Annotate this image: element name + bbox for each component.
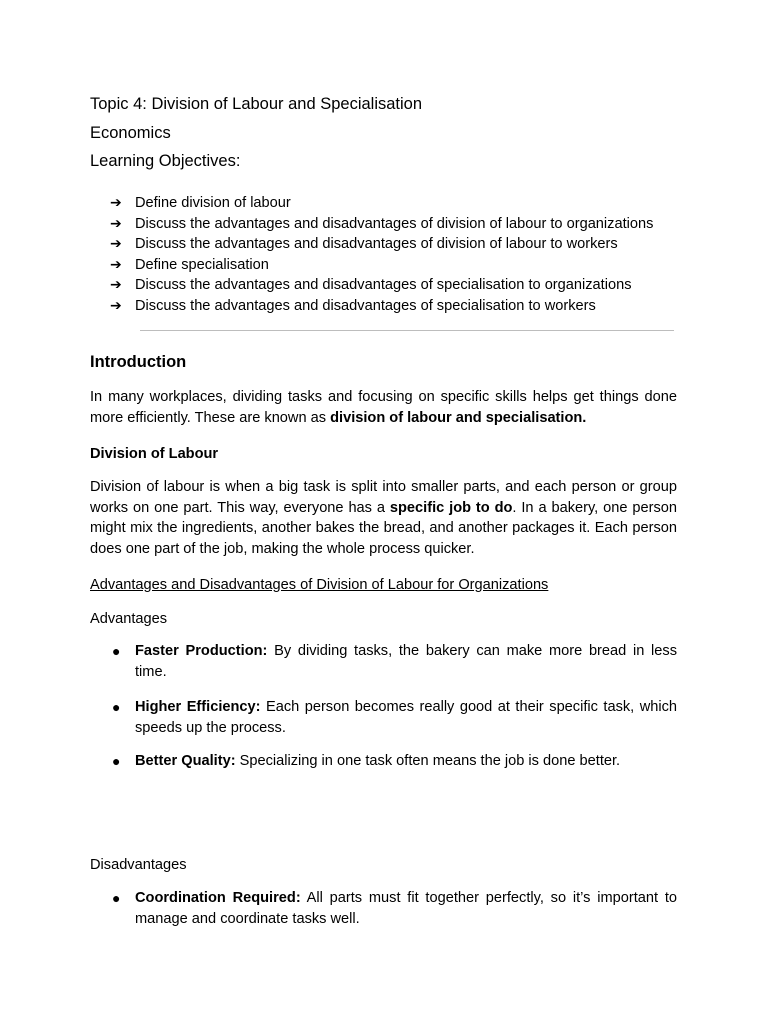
bullet-icon: ● bbox=[112, 753, 121, 769]
objectives-list bbox=[90, 193, 690, 316]
topic-title: Topic 4: Division of Labour and Specialisation bbox=[90, 95, 423, 113]
subject-title: Economics bbox=[90, 124, 171, 142]
list-item: ➔ Define specialisation bbox=[90, 255, 690, 276]
advantages-list bbox=[90, 641, 677, 772]
disadvantages-list bbox=[90, 888, 677, 929]
list-item: ➔ Discuss the advantages and disadvantages of specialisation to workers bbox=[90, 296, 690, 317]
arrow-icon: ➔ bbox=[110, 236, 122, 252]
advantages-heading: Advantages bbox=[90, 611, 168, 627]
division-of-labour-paragraph: Division of labour is when a big task is split into smaller parts, and each person or group works on one part. This way, everyone has a specific job to do. In a bakery, one person might mix the ingredients, another bakes the bread, and another packages it. Each person does one part of the job, making the whole process quicker. bbox=[90, 479, 677, 557]
disadvantages-heading: Disadvantages bbox=[90, 857, 187, 873]
bullet-icon: ● bbox=[112, 643, 121, 659]
list-item: ● Better Quality: Specializing in one task often means the job is done better. bbox=[90, 751, 677, 772]
division-of-labour-heading: Division of Labour bbox=[90, 446, 219, 462]
arrow-icon: ➔ bbox=[110, 277, 122, 293]
list-item: ● Higher Efficiency: Each person becomes really good at their specific task, which speeds up the process. bbox=[112, 699, 678, 736]
bullet-icon: ● bbox=[112, 890, 121, 906]
list-item: ● Faster Production: By dividing tasks, the bakery can make more bread in less time. bbox=[112, 643, 677, 680]
bullet-icon: ● bbox=[112, 699, 121, 715]
introduction-paragraph: In many workplaces, dividing tasks and focusing on specific skills helps get things done more efficiently. These are known as division of labour and specialisation. bbox=[90, 389, 677, 426]
list-item: ➔ Discuss the advantages and disadvantages of specialisation to organizations bbox=[90, 275, 690, 296]
introduction-heading: Introduction bbox=[90, 353, 187, 371]
arrow-icon: ➔ bbox=[110, 297, 122, 314]
list-item: ● Coordination Required: All parts must fit together perfectly, so it’s important to manage and coordinate tasks well. bbox=[112, 890, 677, 927]
bold-phrase: specific job to do bbox=[389, 499, 513, 516]
adv-dis-organizations-heading: Advantages and Disadvantages of Division of Labour for Organizations bbox=[90, 577, 549, 593]
arrow-icon: ➔ bbox=[110, 256, 122, 273]
bold-phrase: division of labour and specialisation. bbox=[330, 409, 587, 426]
list-item: ➔ Discuss the advantages and disadvantages of division of labour to workers bbox=[90, 234, 690, 255]
list-item: ➔ Define division of labour bbox=[90, 193, 690, 214]
list-item: ➔ Discuss the advantages and disadvantages of division of labour to organizations bbox=[90, 214, 690, 235]
arrow-icon: ➔ bbox=[110, 215, 122, 232]
horizontal-divider bbox=[140, 330, 674, 331]
arrow-icon: ➔ bbox=[110, 195, 122, 211]
objectives-heading: Learning Objectives: bbox=[90, 152, 241, 170]
